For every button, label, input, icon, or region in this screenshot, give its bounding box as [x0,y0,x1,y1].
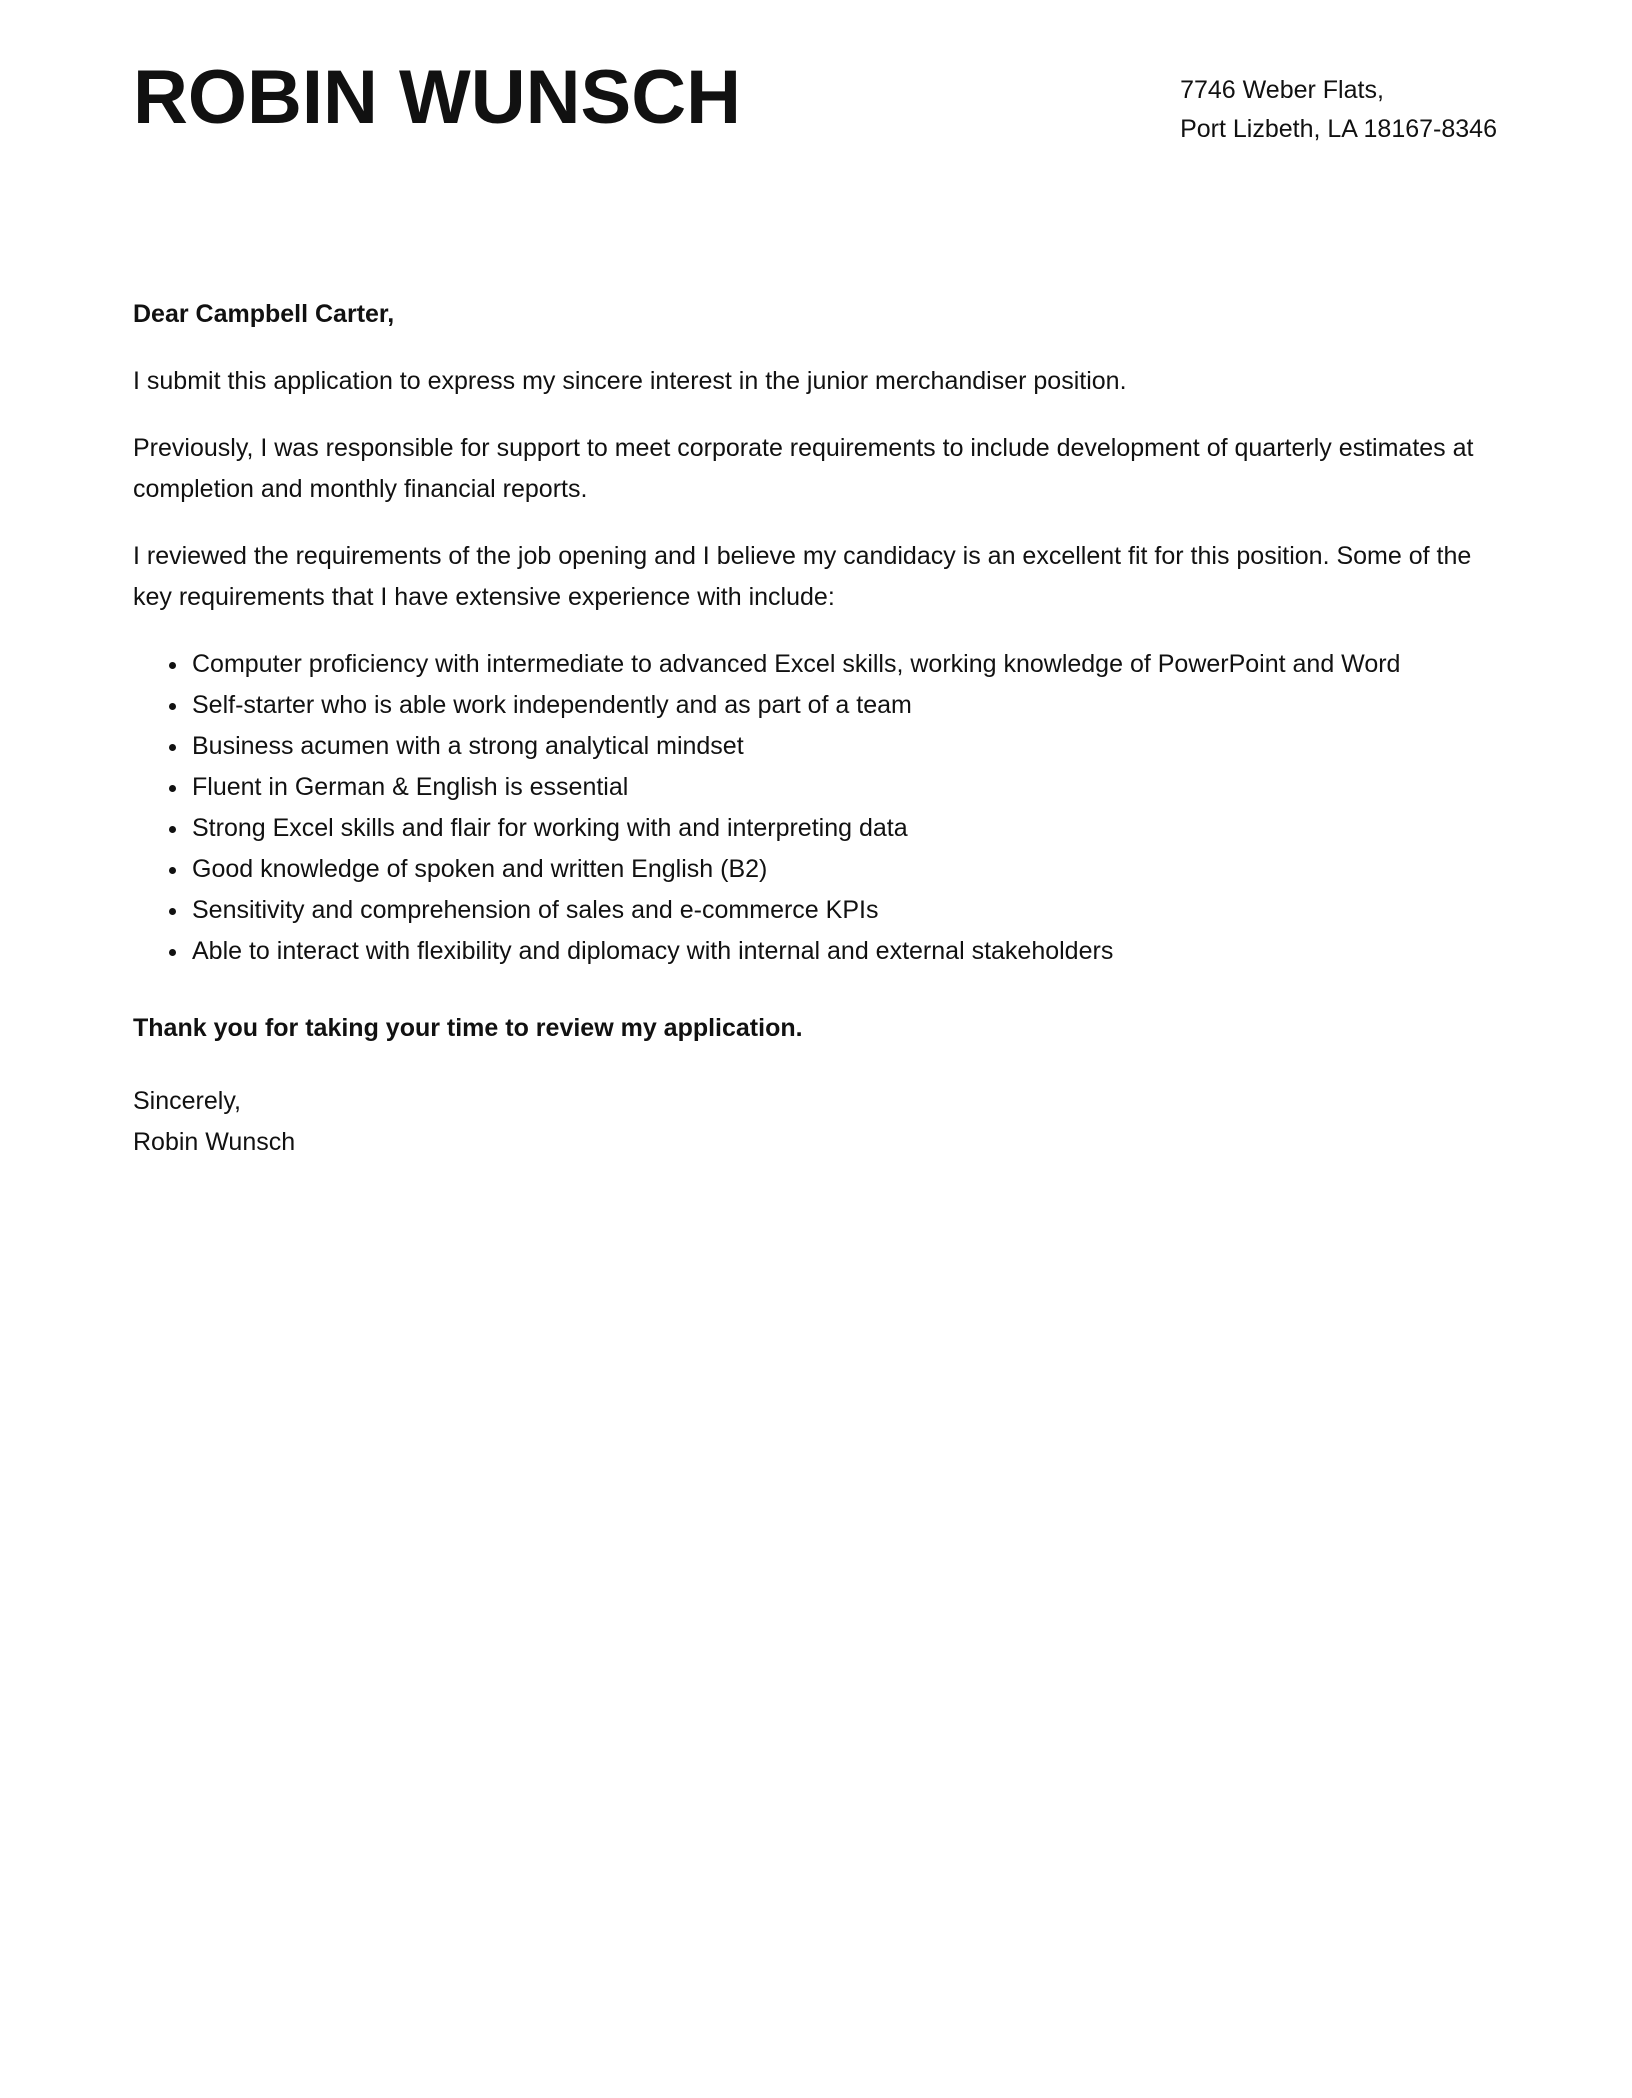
sender-address-line1: 7746 Weber Flats, [1180,76,1384,104]
body-paragraph: Previously, I was responsible for support to meet corporate requirements to include development of quarterly estimates at completion and monthly financial reports. [133,433,1474,503]
sender-address-line2: Port Lizbeth, LA 18167-8346 [1180,114,1497,143]
closing-thanks: Thank you for taking your time to review my application. [133,1013,803,1042]
requirement-item: • Fluent in German & English is essential [190,767,1497,808]
body-paragraph: I reviewed the requirements of the job opening and I believe my candidacy is an excellent fit for this position. Some of the key requirements that I have extensive experience with include: [133,541,1472,611]
signature-name: Robin Wunsch [133,1127,296,1156]
requirement-item: • Computer proficiency with intermediate to advanced Excel skills, working knowledge of PowerPoint and Word [190,644,1497,685]
closing-block [133,1081,1497,1163]
requirement-item: • Self-starter who is able work independently and as part of a team [190,685,1497,726]
closing-signoff: Sincerely, [133,1086,241,1115]
sender-name: ROBIN WUNSCH [133,55,741,140]
requirement-item: • Business acumen with a strong analytical mindset [190,726,1497,767]
salutation: Dear Campbell Carter, [133,299,395,328]
body-paragraphs [133,361,1497,618]
requirement-item: • Good knowledge of spoken and written English (B2) [190,849,1497,890]
requirement-item: • Able to interact with flexibility and diplomacy with internal and external stakeholders [190,931,1497,972]
requirement-item: • Strong Excel skills and flair for working with and interpreting data [190,808,1497,849]
body-paragraph: I submit this application to express my sincere interest in the junior merchandiser position. [133,366,1127,395]
letter-body [133,294,1497,1163]
sender-address [1180,55,1497,149]
letter-header [133,55,1497,149]
requirement-item: • Sensitivity and comprehension of sales and e-commerce KPIs [190,890,1497,931]
requirements-list [133,644,1497,972]
